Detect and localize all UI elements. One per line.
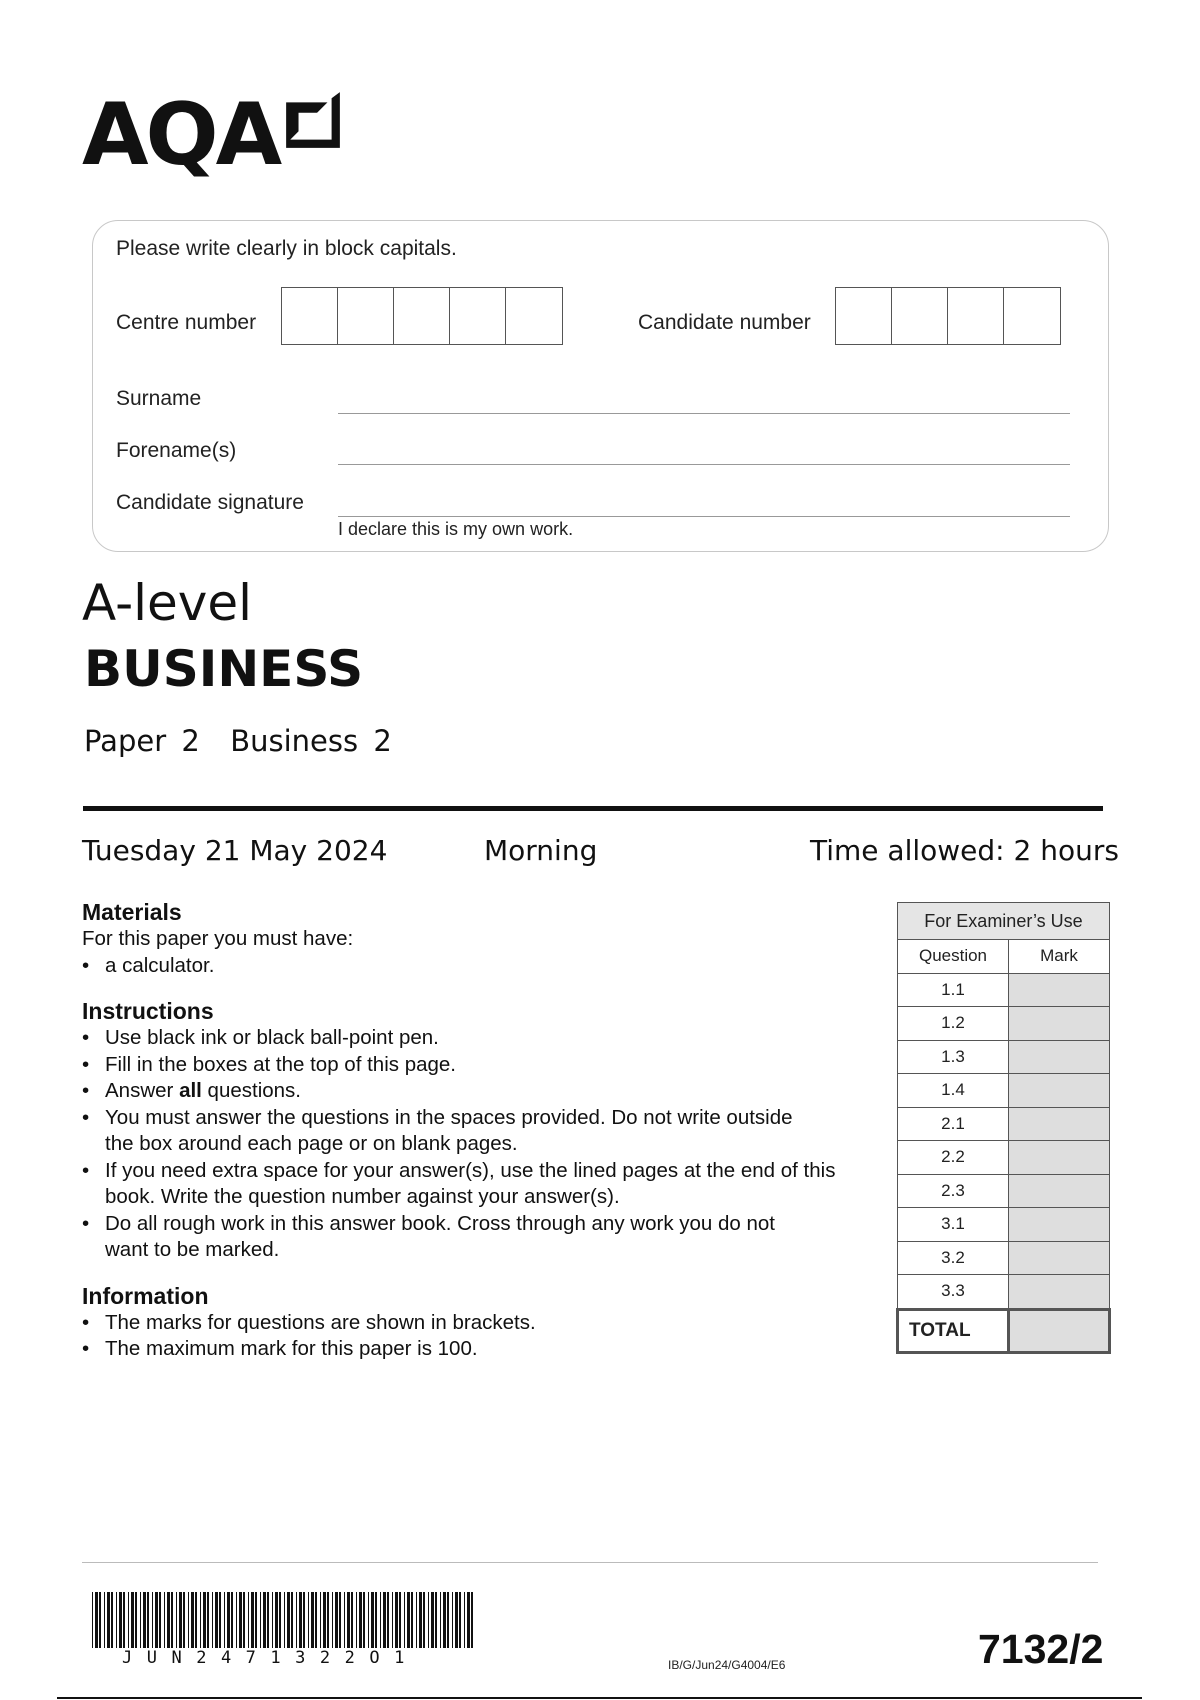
barcode-bar bbox=[471, 1592, 473, 1648]
candidate-number-digit-box[interactable] bbox=[892, 288, 948, 344]
barcode-bar bbox=[279, 1592, 281, 1648]
barcode-digits: JUN2471322O1 bbox=[122, 1648, 419, 1668]
instructions-section bbox=[82, 997, 882, 1264]
barcode-bar bbox=[428, 1592, 429, 1648]
declaration-text: I declare this is my own work. bbox=[338, 519, 574, 539]
information-section bbox=[82, 1282, 882, 1363]
rubric bbox=[82, 898, 882, 1381]
footer-divider bbox=[82, 1562, 1098, 1563]
barcode-bar bbox=[131, 1592, 134, 1648]
instruction-item: • If you need extra space for your answer(s), use the lined pages at the end of this book. Write the question number against your answer(s). bbox=[82, 1158, 882, 1211]
barcode-bar bbox=[347, 1592, 350, 1648]
question-number: 3.3 bbox=[898, 1275, 1009, 1310]
question-row bbox=[898, 1208, 1110, 1242]
candidate-number-boxes[interactable] bbox=[835, 287, 1061, 345]
question-number: 1.2 bbox=[898, 1007, 1009, 1041]
barcode-bar bbox=[311, 1592, 314, 1648]
barcode-bar bbox=[191, 1592, 194, 1648]
paper-title: Paper 2 Business 2 bbox=[84, 724, 392, 758]
question-mark-cell[interactable] bbox=[1009, 1241, 1110, 1275]
barcode-bar bbox=[248, 1592, 249, 1648]
barcode-bar bbox=[267, 1592, 269, 1648]
barcode-bar bbox=[351, 1592, 353, 1648]
forename-field[interactable] bbox=[338, 464, 1070, 465]
instructions-heading: Instructions bbox=[82, 998, 214, 1024]
barcode-bar bbox=[335, 1592, 338, 1648]
barcode-bar bbox=[443, 1592, 446, 1648]
materials-intro: For this paper you must have: bbox=[82, 927, 354, 950]
aqa-logo bbox=[82, 85, 352, 190]
barcode-bar bbox=[176, 1592, 177, 1648]
question-number: 2.2 bbox=[898, 1141, 1009, 1175]
barcode-bar bbox=[416, 1592, 417, 1648]
barcode-bar bbox=[371, 1592, 374, 1648]
barcode-bar bbox=[411, 1592, 413, 1648]
block-capitals-instruction: Please write clearly in block capitals. bbox=[116, 237, 457, 260]
barcode-bar bbox=[251, 1592, 254, 1648]
instruction-item: • Use black ink or black ball-point pen. bbox=[82, 1025, 882, 1052]
question-mark-cell[interactable] bbox=[1009, 1074, 1110, 1108]
barcode-bar bbox=[260, 1592, 261, 1648]
exam-date: Tuesday 21 May 2024 bbox=[82, 834, 388, 867]
question-row bbox=[898, 1275, 1110, 1310]
barcode-bar bbox=[99, 1592, 101, 1648]
barcode-bar bbox=[383, 1592, 386, 1648]
question-row bbox=[898, 1074, 1110, 1108]
question-mark-cell[interactable] bbox=[1009, 1107, 1110, 1141]
barcode-bar bbox=[171, 1592, 173, 1648]
information-heading: Information bbox=[82, 1282, 209, 1309]
question-mark-cell[interactable] bbox=[1009, 1208, 1110, 1242]
barcode-bar bbox=[419, 1592, 422, 1648]
barcode-bar bbox=[123, 1592, 125, 1648]
qualification-level: A-level bbox=[82, 574, 253, 632]
barcode-bar bbox=[224, 1592, 225, 1648]
barcode-bar bbox=[219, 1592, 221, 1648]
barcode-bar bbox=[207, 1592, 209, 1648]
barcode-bar bbox=[236, 1592, 237, 1648]
barcode-bar bbox=[275, 1592, 278, 1648]
exam-session: Morning bbox=[484, 834, 598, 867]
candidate-details-panel bbox=[92, 220, 1109, 552]
barcode-bar bbox=[167, 1592, 170, 1648]
time-allowed: Time allowed: 2 hours bbox=[810, 834, 1119, 867]
barcode-bar bbox=[296, 1592, 297, 1648]
centre-number-digit-box[interactable] bbox=[282, 288, 338, 344]
signature-label: Candidate signature bbox=[116, 491, 304, 514]
examiner-table-title: For Examiner’s Use bbox=[898, 903, 1110, 940]
barcode-bar bbox=[147, 1592, 149, 1648]
barcode-bar bbox=[440, 1592, 441, 1648]
paper-code: 7132/2 bbox=[978, 1626, 1104, 1672]
barcode-bar bbox=[435, 1592, 437, 1648]
question-mark-cell[interactable] bbox=[1009, 1275, 1110, 1310]
barcode-bar bbox=[303, 1592, 305, 1648]
barcode-bar bbox=[339, 1592, 341, 1648]
barcode-bar bbox=[188, 1592, 189, 1648]
barcode-bar bbox=[459, 1592, 461, 1648]
question-number: 2.3 bbox=[898, 1174, 1009, 1208]
centre-number-digit-box[interactable] bbox=[506, 288, 562, 344]
barcode-bar bbox=[323, 1592, 326, 1648]
signature-field[interactable] bbox=[338, 516, 1070, 517]
title-divider bbox=[83, 806, 1103, 811]
barcode-bar bbox=[404, 1592, 405, 1648]
total-mark-cell[interactable] bbox=[1009, 1309, 1110, 1352]
question-row bbox=[898, 1007, 1110, 1041]
question-number: 3.2 bbox=[898, 1241, 1009, 1275]
barcode-bar bbox=[243, 1592, 245, 1648]
barcode-bar bbox=[200, 1592, 201, 1648]
barcode-bar bbox=[332, 1592, 333, 1648]
question-row bbox=[898, 1241, 1110, 1275]
barcode-bar bbox=[143, 1592, 146, 1648]
barcode-bar bbox=[356, 1592, 357, 1648]
mark-column-header: Mark bbox=[1009, 940, 1110, 974]
answer-all-emphasis: all bbox=[179, 1079, 202, 1102]
barcode-bar bbox=[155, 1592, 158, 1648]
barcode-bar bbox=[128, 1592, 129, 1648]
barcode-bar bbox=[179, 1592, 182, 1648]
barcode-bar bbox=[464, 1592, 465, 1648]
question-row bbox=[898, 1174, 1110, 1208]
barcode-bar bbox=[315, 1592, 317, 1648]
barcode-bar bbox=[299, 1592, 302, 1648]
centre-number-digit-box[interactable] bbox=[338, 288, 394, 344]
barcode-bar bbox=[363, 1592, 365, 1648]
candidate-number-label: Candidate number bbox=[638, 311, 811, 334]
answer-all-prefix: Answer bbox=[105, 1079, 180, 1102]
question-row bbox=[898, 1141, 1110, 1175]
barcode-bar bbox=[195, 1592, 197, 1648]
barcode-bar bbox=[387, 1592, 389, 1648]
barcode-bar bbox=[467, 1592, 470, 1648]
barcode-bar bbox=[263, 1592, 266, 1648]
materials-heading: Materials bbox=[82, 899, 182, 925]
barcode-bar bbox=[183, 1592, 185, 1648]
instruction-item: • You must answer the questions in the spaces provided. Do not write outside the box around each page or on blank pages. bbox=[82, 1105, 882, 1158]
barcode-bar bbox=[119, 1592, 122, 1648]
answer-all-suffix: questions. bbox=[201, 1079, 302, 1102]
materials-section bbox=[82, 898, 882, 979]
barcode-bar bbox=[284, 1592, 285, 1648]
barcode-bar bbox=[95, 1592, 98, 1648]
instruction-item: • Fill in the boxes at the top of this page. bbox=[82, 1052, 882, 1079]
barcode-bar bbox=[239, 1592, 242, 1648]
examiner-use-table bbox=[896, 902, 1111, 1354]
question-mark-cell[interactable] bbox=[1009, 1141, 1110, 1175]
candidate-number-digit-box[interactable] bbox=[948, 288, 1004, 344]
barcode-bar bbox=[375, 1592, 377, 1648]
barcode-bar bbox=[140, 1592, 141, 1648]
barcode-bar bbox=[344, 1592, 345, 1648]
centre-number-digit-box[interactable] bbox=[394, 288, 450, 344]
barcode-bar bbox=[380, 1592, 381, 1648]
question-row bbox=[898, 973, 1110, 1007]
logo-text: AQA bbox=[82, 85, 280, 185]
candidate-number-digit-box[interactable] bbox=[836, 288, 892, 344]
question-mark-cell[interactable] bbox=[1009, 1007, 1110, 1041]
barcode-bar bbox=[423, 1592, 425, 1648]
question-mark-cell[interactable] bbox=[1009, 973, 1110, 1007]
barcode-bar bbox=[452, 1592, 453, 1648]
question-number: 1.3 bbox=[898, 1040, 1009, 1074]
barcode-bar bbox=[431, 1592, 434, 1648]
barcode-bar bbox=[159, 1592, 161, 1648]
barcode-bar bbox=[368, 1592, 369, 1648]
question-column-header: Question bbox=[898, 940, 1009, 974]
aqa-logo-mark-icon bbox=[282, 90, 344, 152]
information-item: • The marks for questions are shown in brackets. bbox=[82, 1310, 882, 1337]
subject-title: BUSINESS bbox=[84, 640, 364, 698]
question-number: 2.1 bbox=[898, 1107, 1009, 1141]
question-number: 1.4 bbox=[898, 1074, 1009, 1108]
barcode-bar bbox=[116, 1592, 117, 1648]
centre-number-label: Centre number bbox=[116, 311, 257, 334]
barcode-bar bbox=[399, 1592, 401, 1648]
barcode-bar bbox=[92, 1592, 93, 1648]
barcode-bar bbox=[272, 1592, 273, 1648]
barcode-bar bbox=[111, 1592, 113, 1648]
forename-label: Forename(s) bbox=[116, 439, 237, 462]
barcode-bar bbox=[308, 1592, 309, 1648]
surname-label: Surname bbox=[116, 387, 202, 410]
instruction-item: • Do all rough work in this answer book. Cross through any work you do not want to be marked. bbox=[82, 1211, 882, 1264]
question-row bbox=[898, 1040, 1110, 1074]
barcode-bar bbox=[135, 1592, 137, 1648]
barcode-bar bbox=[152, 1592, 153, 1648]
centre-number-boxes[interactable] bbox=[281, 287, 563, 345]
barcode-bar bbox=[231, 1592, 233, 1648]
page-bottom-rule bbox=[57, 1697, 1142, 1699]
question-mark-cell[interactable] bbox=[1009, 1040, 1110, 1074]
question-mark-cell[interactable] bbox=[1009, 1174, 1110, 1208]
barcode-bar bbox=[107, 1592, 110, 1648]
barcode-bar bbox=[455, 1592, 458, 1648]
materials-item: • a calculator. bbox=[82, 953, 882, 980]
information-item: • The maximum mark for this paper is 100. bbox=[82, 1336, 882, 1363]
barcode bbox=[92, 1592, 477, 1648]
barcode-bar bbox=[407, 1592, 410, 1648]
barcode-bar bbox=[320, 1592, 321, 1648]
surname-field[interactable] bbox=[338, 413, 1070, 414]
barcode-bar bbox=[215, 1592, 218, 1648]
barcode-bar bbox=[255, 1592, 257, 1648]
question-number: 1.1 bbox=[898, 973, 1009, 1007]
total-label: TOTAL bbox=[898, 1309, 1009, 1352]
barcode-bar bbox=[359, 1592, 362, 1648]
barcode-bar bbox=[203, 1592, 206, 1648]
barcode-bar bbox=[227, 1592, 230, 1648]
barcode-bar bbox=[392, 1592, 393, 1648]
barcode-bar bbox=[212, 1592, 213, 1648]
barcode-bar bbox=[395, 1592, 398, 1648]
barcode-bar bbox=[447, 1592, 449, 1648]
barcode-bar bbox=[291, 1592, 293, 1648]
barcode-bar bbox=[287, 1592, 290, 1648]
candidate-number-digit-box[interactable] bbox=[1004, 288, 1060, 344]
barcode-bar bbox=[327, 1592, 329, 1648]
document-reference: IB/G/Jun24/G4004/E6 bbox=[668, 1658, 786, 1672]
total-row bbox=[898, 1309, 1110, 1352]
barcode-bar bbox=[164, 1592, 165, 1648]
instruction-item bbox=[82, 1078, 882, 1105]
centre-number-digit-box[interactable] bbox=[450, 288, 506, 344]
question-number: 3.1 bbox=[898, 1208, 1009, 1242]
barcode-bar bbox=[104, 1592, 105, 1648]
question-row bbox=[898, 1107, 1110, 1141]
